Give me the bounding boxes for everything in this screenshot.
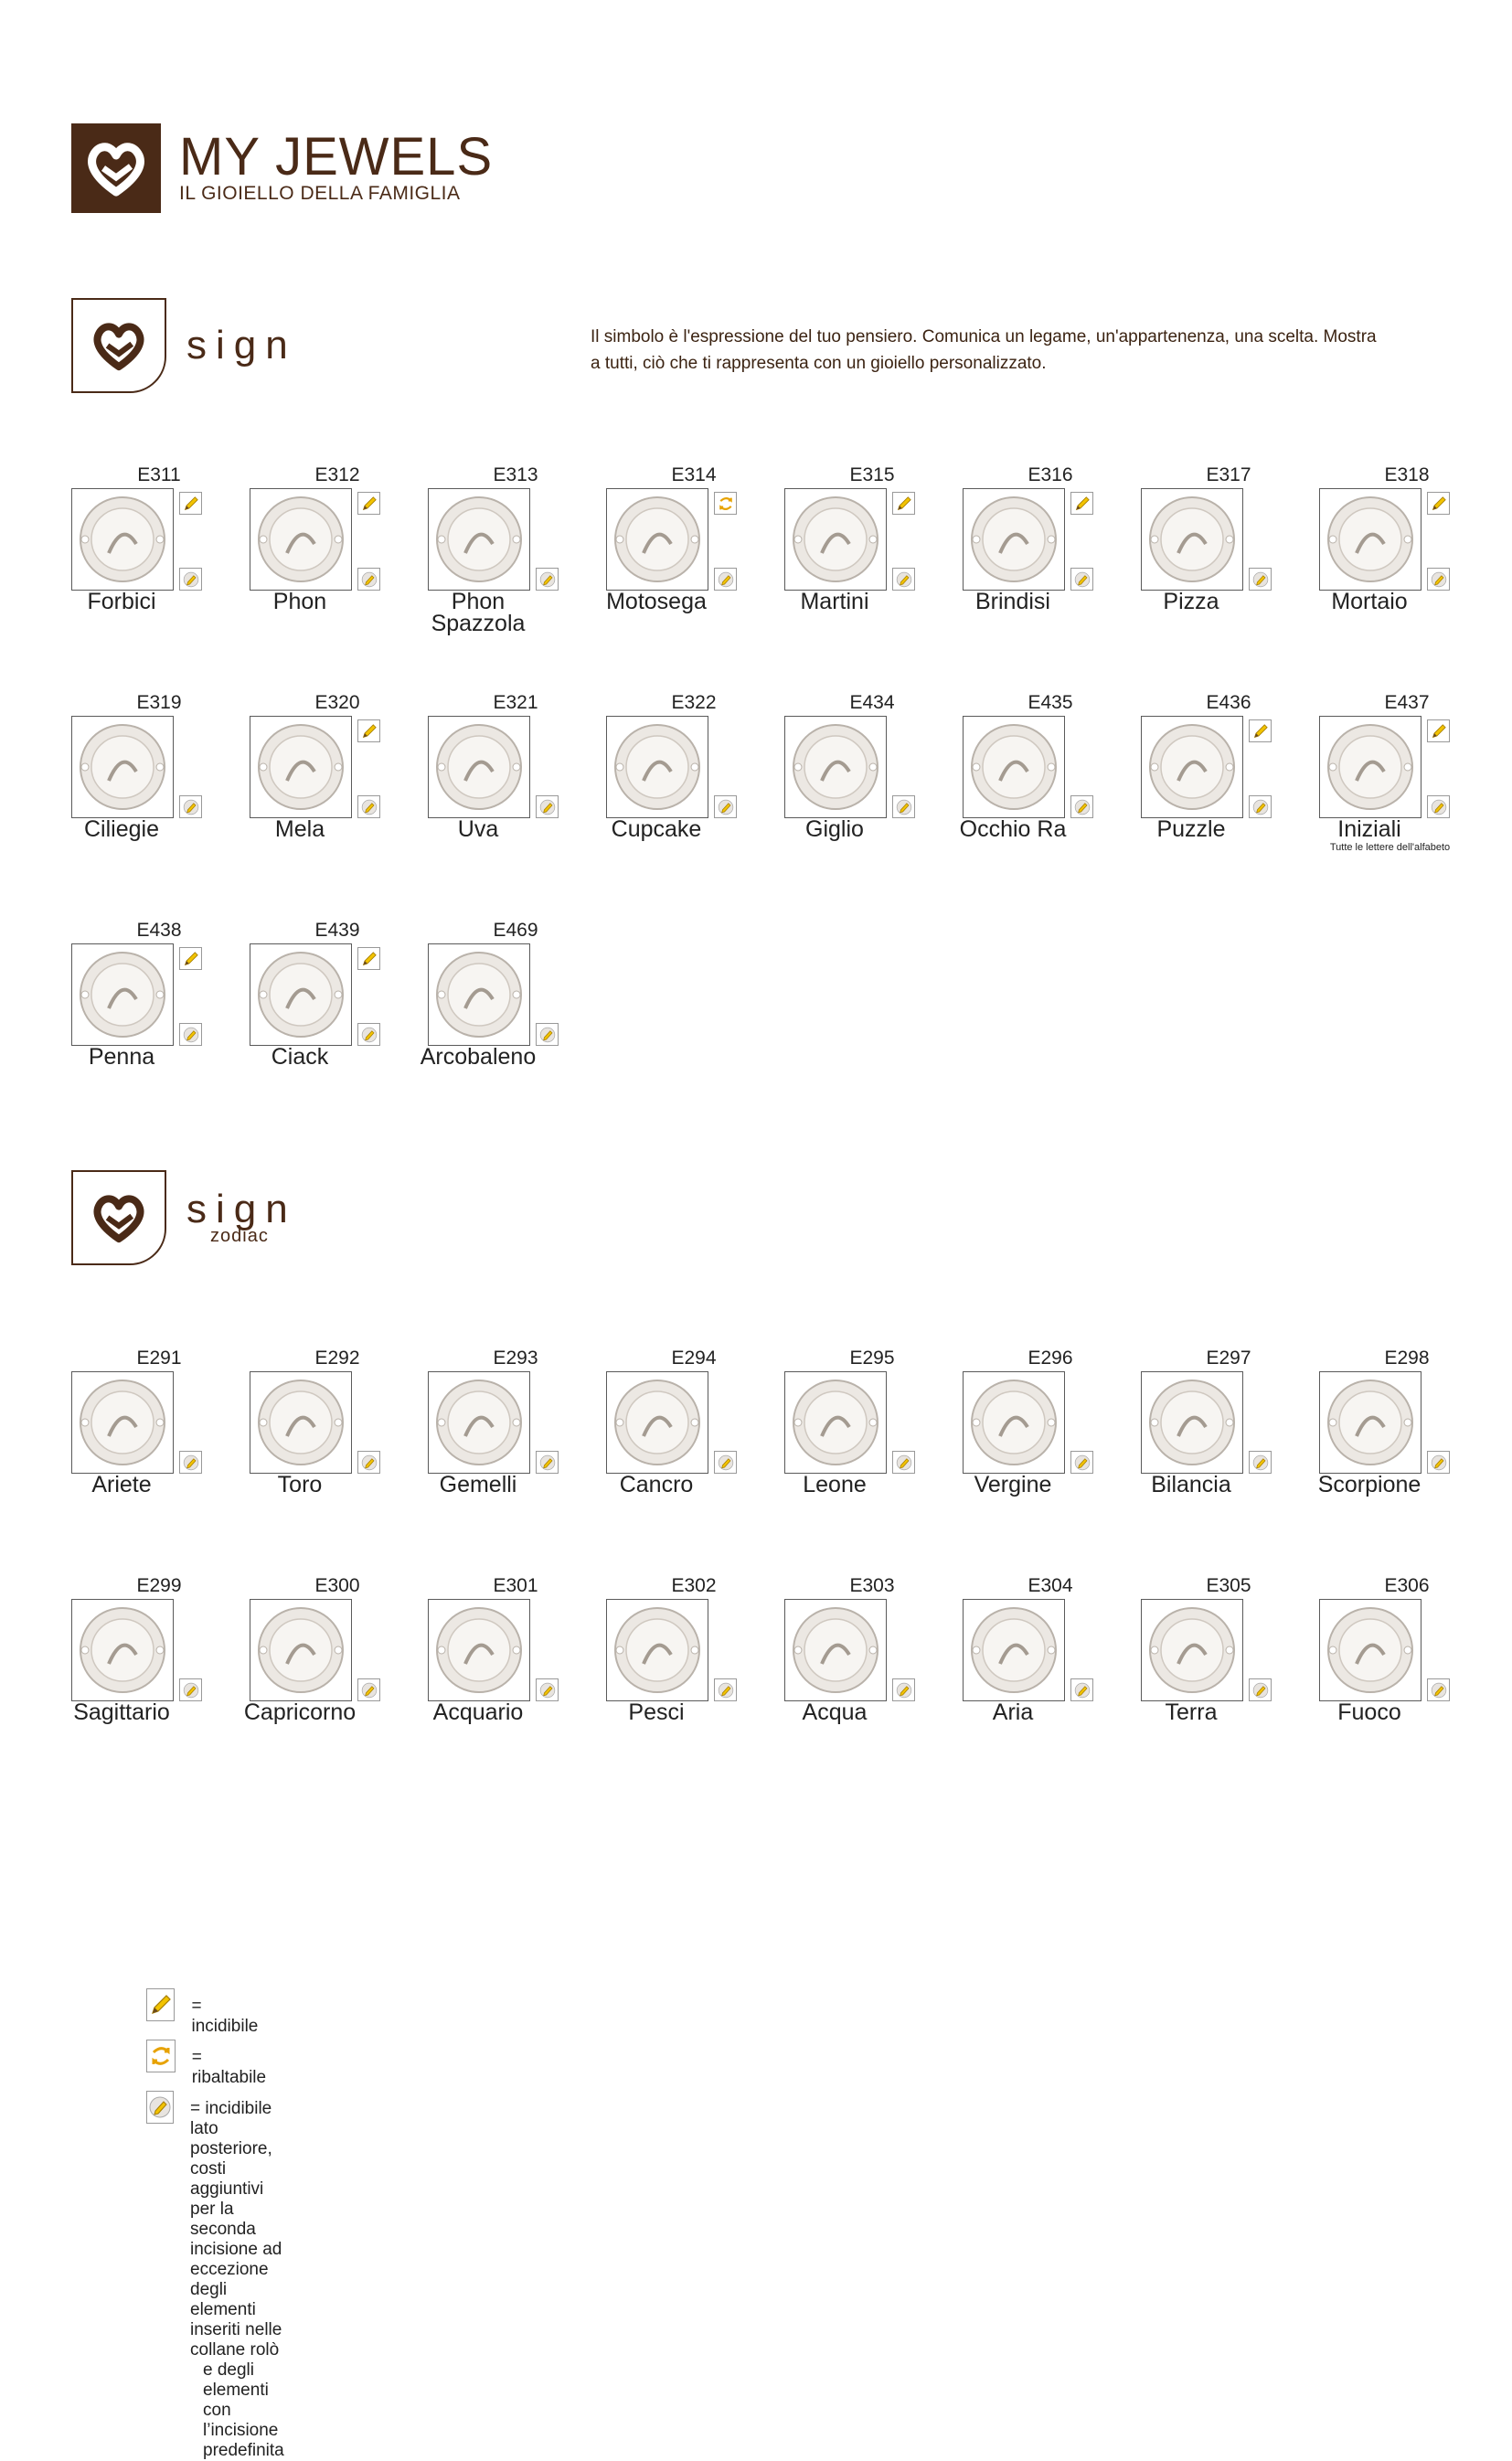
product-name: Cupcake	[611, 816, 702, 842]
product-code: E299	[136, 1575, 182, 1596]
product-name: Arcobaleno	[420, 1044, 537, 1070]
product-code: E318	[1384, 464, 1430, 485]
zodiac-product-item[interactable]	[1141, 1575, 1315, 1749]
pencil-icon	[179, 492, 202, 515]
sign-product-item[interactable]	[1141, 464, 1315, 638]
product-code: E296	[1028, 1348, 1073, 1369]
product-image	[1141, 488, 1243, 591]
sign-product-item[interactable]	[428, 692, 602, 866]
product-name: Uva	[457, 816, 499, 842]
product-code: E312	[314, 464, 360, 485]
back-engrave-icon	[892, 795, 915, 818]
product-image	[428, 716, 530, 818]
back-engrave-icon	[536, 795, 559, 818]
sign-product-item[interactable]	[71, 692, 245, 866]
product-code: E303	[849, 1575, 895, 1596]
zodiac-section-subtitle: zodiac	[210, 1226, 269, 1246]
product-image	[428, 1599, 530, 1701]
brand-logo-icon	[71, 123, 161, 213]
product-code: E300	[314, 1575, 360, 1596]
product-code: E315	[849, 464, 895, 485]
product-code: E434	[849, 692, 895, 713]
product-name: Vergine	[974, 1472, 1052, 1497]
back-engrave-icon	[357, 795, 380, 818]
product-code: E317	[1206, 464, 1251, 485]
zodiac-product-item[interactable]	[784, 1348, 958, 1521]
back-engrave-icon	[1070, 1678, 1093, 1701]
back-engrave-icon	[1427, 1678, 1450, 1701]
back-engrave-icon	[357, 1451, 380, 1474]
product-code: E313	[493, 464, 538, 485]
pencil-icon	[1427, 719, 1450, 742]
product-image	[1319, 488, 1421, 591]
back-engrave-icon	[536, 1451, 559, 1474]
sign-product-item[interactable]	[71, 464, 245, 638]
zodiac-product-item[interactable]	[243, 1575, 423, 1749]
product-code: E294	[671, 1348, 717, 1369]
sign-product-item[interactable]	[1319, 464, 1493, 638]
product-name: Toro	[277, 1472, 323, 1497]
sign-product-item[interactable]	[959, 692, 1136, 866]
product-code: E435	[1028, 692, 1073, 713]
product-code: E301	[493, 1575, 538, 1596]
product-code: E322	[671, 692, 717, 713]
back-engrave-icon	[714, 1678, 737, 1701]
sign-intro-text	[591, 324, 1432, 377]
product-code: E293	[493, 1348, 538, 1369]
back-engrave-icon	[1427, 1451, 1450, 1474]
product-image	[784, 488, 887, 591]
flip-arrows-icon	[714, 492, 737, 515]
product-name: Ariete	[91, 1472, 152, 1497]
product-code: E311	[137, 464, 181, 485]
back-engrave-icon	[179, 1451, 202, 1474]
product-name: Pizza	[1163, 589, 1219, 614]
product-image	[963, 488, 1065, 591]
product-name: Mela	[274, 816, 325, 842]
product-name: Phon	[451, 589, 506, 614]
legend-ribaltabile-text: = ribaltabile	[191, 2048, 267, 2087]
sign-product-item[interactable]	[1319, 692, 1493, 866]
product-code: E302	[671, 1575, 717, 1596]
zodiac-product-item[interactable]	[606, 1575, 780, 1749]
product-image	[71, 716, 174, 818]
legend-row-incidibile	[146, 1988, 262, 2037]
product-name: Penna	[88, 1044, 155, 1070]
product-image	[1141, 1371, 1243, 1474]
zodiac-product-item[interactable]	[1319, 1575, 1493, 1749]
product-image	[250, 716, 352, 818]
zodiac-product-item[interactable]	[606, 1348, 780, 1521]
product-code: E439	[314, 920, 360, 941]
product-code: E437	[1384, 692, 1430, 713]
product-image	[963, 1371, 1065, 1474]
product-code: E316	[1028, 464, 1073, 485]
pencil-icon	[1249, 719, 1272, 742]
product-name: Martini	[800, 589, 869, 614]
legend-retro-text	[190, 2099, 290, 2461]
back-engrave-icon	[714, 795, 737, 818]
product-image	[250, 1371, 352, 1474]
back-engrave-icon	[1249, 795, 1272, 818]
intro-line-2: a tutti, ciò che ti rappresenta con un gioiello personalizzato.	[591, 354, 1047, 373]
sign-logo-icon	[71, 298, 166, 393]
product-name: Fuoco	[1337, 1699, 1401, 1725]
pencil-icon	[357, 492, 380, 515]
product-image	[1319, 716, 1421, 818]
zodiac-product-item[interactable]	[71, 1575, 245, 1749]
sign-product-item[interactable]	[250, 692, 423, 866]
back-engrave-icon	[1427, 795, 1450, 818]
zodiac-section-title: sign	[186, 1187, 297, 1231]
product-name: Aria	[992, 1699, 1034, 1725]
pencil-icon	[357, 947, 380, 970]
back-engrave-icon	[892, 568, 915, 591]
sign-product-item[interactable]	[250, 920, 423, 1093]
product-image	[784, 1599, 887, 1701]
back-engrave-icon	[1249, 568, 1272, 591]
product-image	[784, 716, 887, 818]
product-name: Terra	[1165, 1699, 1218, 1725]
product-name: Giglio	[805, 816, 864, 842]
product-image	[963, 716, 1065, 818]
sign-product-item[interactable]	[784, 692, 958, 866]
legend-retro-line-1: = incidibile lato posteriore, costi aggiuntivi per la seconda incisione ad eccezione degli elementi inseriti nelle collane rolò	[190, 2099, 282, 2360]
product-code: E306	[1384, 1575, 1430, 1596]
product-image	[1141, 716, 1243, 818]
zodiac-product-item[interactable]	[250, 1348, 423, 1521]
legend-row-retro	[146, 2091, 290, 2461]
product-code: E304	[1028, 1575, 1073, 1596]
back-engrave-icon	[357, 568, 380, 591]
back-engrave-icon	[179, 795, 202, 818]
product-image	[71, 943, 174, 1046]
product-code: E320	[314, 692, 360, 713]
product-name: Forbici	[87, 589, 156, 614]
product-code: E314	[671, 464, 717, 485]
product-image	[1141, 1599, 1243, 1701]
product-name: Scorpione	[1317, 1472, 1421, 1497]
flip-arrows-icon	[146, 2040, 176, 2072]
pencil-icon	[1427, 492, 1450, 515]
product-code: E292	[314, 1348, 360, 1369]
back-engrave-icon	[179, 1023, 202, 1046]
back-engrave-icon	[1070, 795, 1093, 818]
sign-product-item[interactable]	[1141, 692, 1315, 866]
product-code: E305	[1206, 1575, 1251, 1596]
product-image	[428, 488, 530, 591]
product-image	[963, 1599, 1065, 1701]
product-name: Iniziali	[1337, 816, 1401, 842]
back-engrave-icon	[146, 2091, 174, 2124]
product-name: Ciack	[271, 1044, 329, 1070]
back-engrave-icon	[1249, 1451, 1272, 1474]
sign-product-item[interactable]	[606, 464, 780, 638]
back-engrave-icon	[179, 1678, 202, 1701]
product-image	[606, 716, 708, 818]
product-name: Leone	[803, 1472, 867, 1497]
legend-incidibile-text: = incidibile	[191, 1997, 259, 2036]
zodiac-section-logo	[71, 1170, 297, 1265]
brand-name: MY JEWELS	[179, 127, 494, 186]
product-note: Tutte le lettere dell'alfabeto	[1329, 842, 1451, 853]
product-image	[71, 1371, 174, 1474]
product-name: Acquario	[432, 1699, 524, 1725]
product-code: E295	[849, 1348, 895, 1369]
product-image	[71, 488, 174, 591]
product-image	[1319, 1371, 1421, 1474]
product-name: Phon	[272, 589, 327, 614]
product-name: Gemelli	[439, 1472, 517, 1497]
zodiac-product-item[interactable]	[71, 1348, 245, 1521]
back-engrave-icon	[536, 1023, 559, 1046]
product-name: Bilancia	[1151, 1472, 1231, 1497]
back-engrave-icon	[1249, 1678, 1272, 1701]
sign-product-item[interactable]	[420, 920, 602, 1093]
product-name: Cancro	[619, 1472, 694, 1497]
product-image	[250, 488, 352, 591]
product-code: E319	[136, 692, 182, 713]
legend-retro-line-2: e degli elementi con l’incisione predefinita	[203, 2360, 284, 2460]
zodiac-product-item[interactable]	[428, 1575, 602, 1749]
sign-section-title: sign	[186, 323, 297, 368]
zodiac-product-item[interactable]	[1319, 1348, 1493, 1521]
back-engrave-icon	[714, 568, 737, 591]
pencil-icon	[146, 1988, 175, 2021]
zodiac-product-item[interactable]	[784, 1575, 958, 1749]
product-name: Puzzle	[1156, 816, 1226, 842]
product-image	[428, 1371, 530, 1474]
product-name: Sagittario	[73, 1699, 170, 1725]
product-name-line-2: Spazzola	[431, 611, 526, 636]
product-name: Ciliegie	[84, 816, 159, 842]
legend-row-ribaltabile	[146, 2040, 270, 2088]
back-engrave-icon	[714, 1451, 737, 1474]
back-engrave-icon	[179, 568, 202, 591]
product-image	[784, 1371, 887, 1474]
sign-product-item[interactable]	[250, 464, 423, 638]
back-engrave-icon	[1070, 1451, 1093, 1474]
back-engrave-icon	[357, 1678, 380, 1701]
product-name: Mortaio	[1331, 589, 1408, 614]
back-engrave-icon	[357, 1023, 380, 1046]
product-code: E321	[493, 692, 538, 713]
product-name: Capricorno	[243, 1699, 357, 1725]
brand-header	[71, 123, 493, 213]
brand-tagline: IL GIOIELLO DELLA FAMIGLIA	[179, 183, 461, 204]
product-code: E436	[1206, 692, 1251, 713]
product-image	[250, 1599, 352, 1701]
pencil-icon	[1070, 492, 1093, 515]
product-image	[606, 1599, 708, 1701]
sign-product-item[interactable]	[784, 464, 958, 638]
back-engrave-icon	[1427, 568, 1450, 591]
zodiac-logo-icon	[71, 1170, 166, 1265]
back-engrave-icon	[892, 1451, 915, 1474]
zodiac-product-item[interactable]	[963, 1348, 1136, 1521]
zodiac-product-item[interactable]	[963, 1575, 1136, 1749]
product-code: E291	[136, 1348, 182, 1369]
zodiac-product-item[interactable]	[1141, 1348, 1315, 1521]
sign-product-item[interactable]	[428, 464, 602, 638]
back-engrave-icon	[892, 1678, 915, 1701]
product-name: Motosega	[606, 589, 707, 614]
product-code: E297	[1206, 1348, 1251, 1369]
product-name: Acqua	[802, 1699, 868, 1725]
intro-line-1: Il simbolo è l'espressione del tuo pensiero. Comunica un legame, un'appartenenza, una scelta. Mostra	[591, 327, 1377, 346]
sign-product-item[interactable]	[606, 692, 780, 866]
product-image	[428, 943, 530, 1046]
product-image	[606, 1371, 708, 1474]
back-engrave-icon	[1070, 568, 1093, 591]
product-name: Occhio Ra	[959, 816, 1067, 842]
pencil-icon	[892, 492, 915, 515]
product-name: Pesci	[628, 1699, 685, 1725]
pencil-icon	[179, 947, 202, 970]
pencil-icon	[357, 719, 380, 742]
product-code: E469	[493, 920, 538, 941]
sign-product-item[interactable]	[963, 464, 1136, 638]
product-code: E298	[1384, 1348, 1430, 1369]
zodiac-product-item[interactable]	[428, 1348, 602, 1521]
product-name: Brindisi	[975, 589, 1050, 614]
sign-section-logo	[71, 298, 297, 393]
product-image	[71, 1599, 174, 1701]
back-engrave-icon	[536, 568, 559, 591]
product-code: E438	[136, 920, 182, 941]
product-image	[606, 488, 708, 591]
product-image	[250, 943, 352, 1046]
back-engrave-icon	[536, 1678, 559, 1701]
sign-product-item[interactable]	[71, 920, 245, 1093]
product-image	[1319, 1599, 1421, 1701]
